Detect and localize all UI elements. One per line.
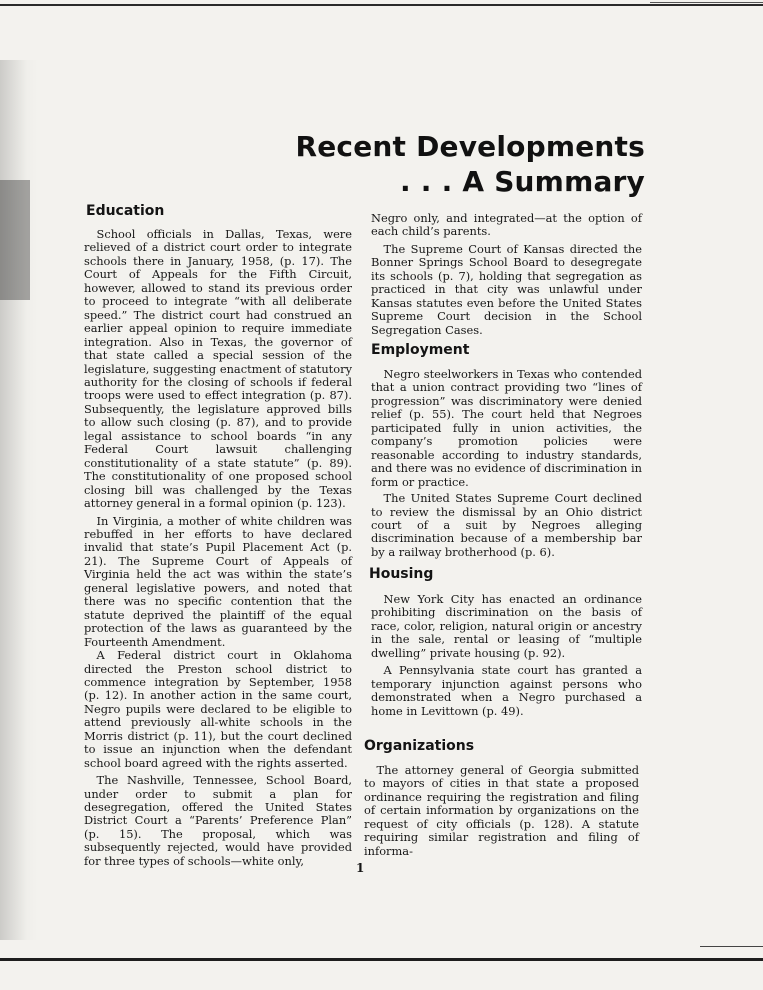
organizations-section <box>364 764 639 858</box>
heading-employment: Employment <box>371 342 470 358</box>
employment-section <box>371 368 642 559</box>
organizations-paragraph: The attorney general of Georgia submitted to mayors of cities in that state a proposed ordinance requiring the registration and filing of certain information by organizations on the request of city officials (p. 128). A statute requiring similar registration and filing of informa- <box>364 763 639 858</box>
housing-section <box>371 593 642 718</box>
heading-education: Education <box>86 203 165 219</box>
education-paragraph: A Federal district court in Oklahoma directed the Preston school district to commence integration by September, 1958 (p. 12). In another action in the same court, Negro pupils were declared to be eligible to attend previously all-white schools in the Morris district (p. 11), but the court declined to issue an injunction when the defendant school board agreed with the rights asserted. <box>84 648 352 770</box>
education-paragraph: The Nashville, Tennessee, School Board, under order to submit a plan for desegregation, offered the United States District Court a “Parents’ Preference Plan” (p. 15). The proposal, which was subsequently rejected, would have provided for three types of schools—white only, <box>84 773 352 868</box>
education-paragraph: The Supreme Court of Kansas directed the Bonner Springs School Board to desegregate its schools (p. 7), holding that segregation as practiced in that city was unlawful under Kansas statutes even before the United States Supreme Court decision in the School Segregation Cases. <box>371 241 642 337</box>
heading-housing: Housing <box>369 566 434 582</box>
scan-binding-mark <box>0 180 30 300</box>
top-border-rule <box>0 4 763 6</box>
education-paragraph: School officials in Dallas, Texas, were relieved of a district court order to integrate schools there in January, 1958, (p. 17). The Court of Appeals for the Fifth Circuit, however, allowed to stand its previous order to proceed to integrate “with all deliberate speed.” The district court had construed an earlier appeal opinion to require immediate integration. Also in Texas, the governor of that state called a special session of the legislature, suggesting enactment of statutory authority for the closing of schools if federal troops were used to effect integration (p. 87). Subsequently, the legislature approved bills to allow such closing (p. 87), and to provide legal assistance to school boards “in any Federal Court lawsuit challenging constitutionality of a state statute” (p. 89). The constitutionality of one proposed school closing bill was challenged by the Texas attorney general in a formal opinion (p. 123). <box>84 227 352 511</box>
employment-paragraph: The United States Supreme Court declined to review the dismissal by an Ohio district court of a suit by Negroes alleging discrimination because of a membership bar by a railway brotherhood (p. 6). <box>371 491 642 559</box>
left-column <box>84 228 352 868</box>
page-number: 1 <box>356 861 365 875</box>
education-continuation: Negro only, and integrated—at the option of each child’s parents. <box>371 211 642 239</box>
education-paragraph: In Virginia, a mother of white children was rebuffed in her efforts to have declared invalid that state’s Pupil Placement Act (p. 21). The Supreme Court of Appeals of Virginia held the act was within the state’s general legislative powers, and noted that there was no specific contention that the statute deprived the plaintiff of the equal protection of the laws as guaranteed by the Fourteenth Amendment. <box>84 513 352 649</box>
housing-paragraph: New York City has enacted an ordinance prohibiting discrimination on the basis of race, color, religion, natural origin or ancestry in the sale, rental or leasing of “multiple dwelling” private housing (p. 92). <box>371 592 642 660</box>
right-column-top <box>371 212 642 337</box>
bottom-border-rule-right <box>700 946 763 947</box>
top-border-rule-right <box>650 2 763 3</box>
housing-paragraph: A Pennsylvania state court has granted a temporary injunction against persons who demonstrated when a Negro purchased a home in Levittown (p. 49). <box>371 663 642 718</box>
page-title-line2: . . . A Summary <box>400 165 645 198</box>
page-title-line1: Recent Developments <box>295 130 645 163</box>
employment-paragraph: Negro steelworkers in Texas who contended that a union contract providing two “lines of progression” was discriminatory were denied relief (p. 55). The court held that Negroes participated fully in union activities, the company’s promotion policies were reasonable according to industry standards, and there was no evidence of discrimination in form or practice. <box>371 367 642 489</box>
heading-organizations: Organizations <box>364 738 475 754</box>
bottom-border-rule <box>0 958 763 961</box>
